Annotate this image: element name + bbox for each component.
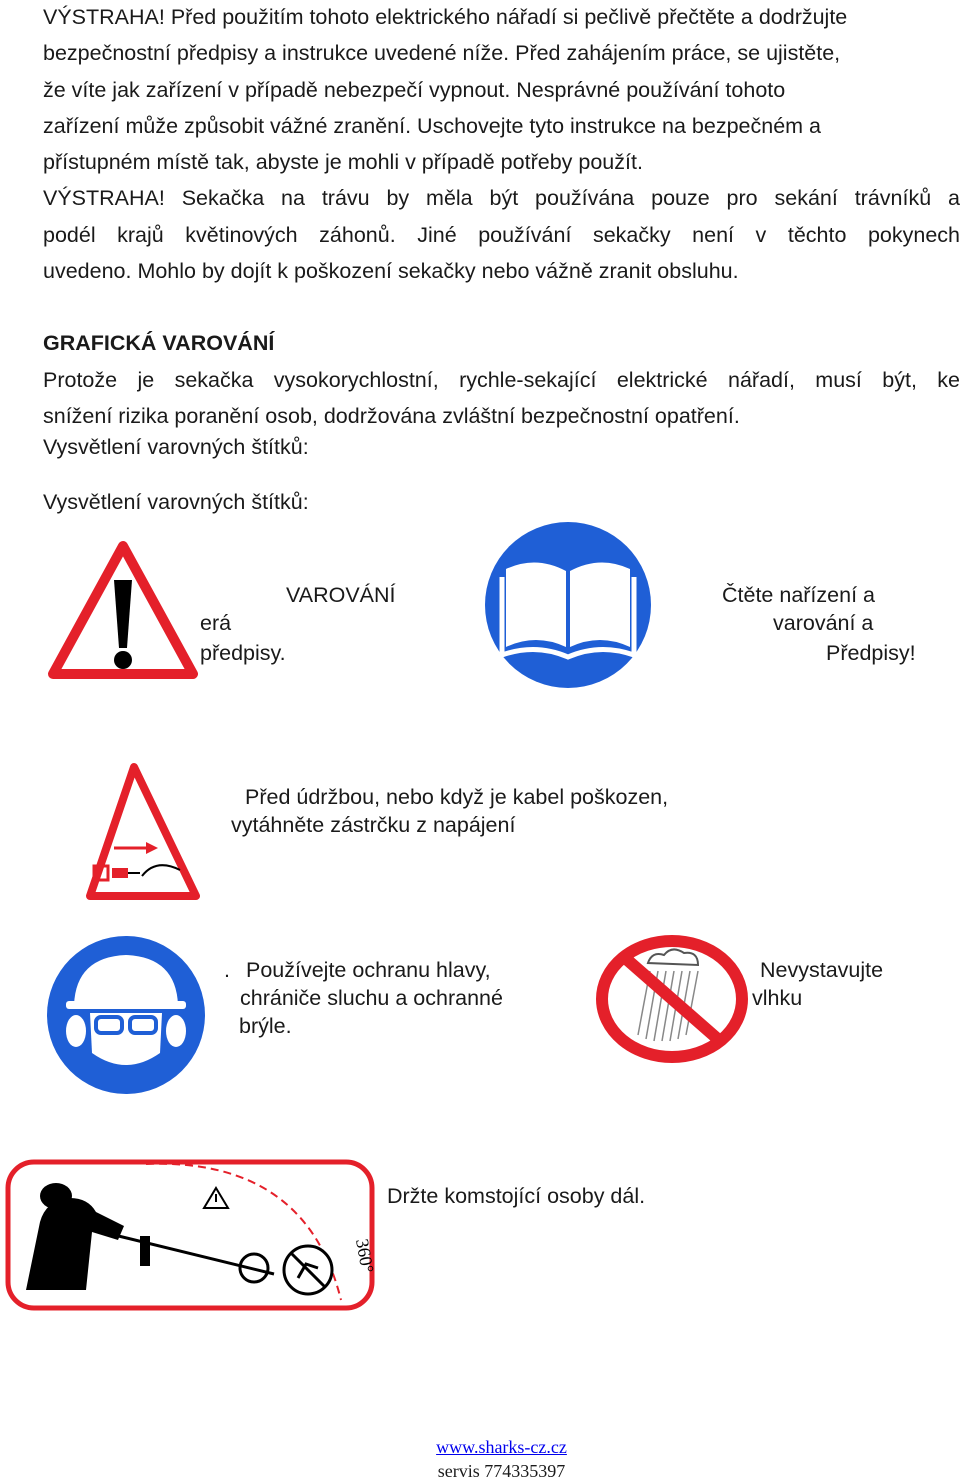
keep-bystanders-away-icon — [6, 1160, 378, 1310]
footer-service: servis 774335397 — [437, 1461, 566, 1481]
protection-prefix: . — [224, 958, 230, 982]
intro-line-1: VÝSTRAHA! Před použitím tohoto elektrického nářadí si pečlivě přečtěte a dodržujte — [43, 5, 848, 29]
footer-website[interactable] — [0, 1438, 960, 1456]
protection-line-1: Používejte ochranu hlavy, — [246, 958, 491, 982]
read-line-2: varování a — [773, 611, 874, 635]
intro-line-7: podél krajů květinových záhonů. Jiné používání sekačky není v těchto pokynech — [43, 223, 960, 247]
read-line-3: Předpisy! — [826, 641, 916, 665]
read-manual-icon — [484, 521, 652, 689]
graphic-line-1: Protože je sekačka vysokorychlostní, rychle-sekající elektrické nářadí, musí být, ke — [43, 368, 960, 392]
labels-heading: Vysvětlení varovných štítků: — [43, 490, 309, 514]
intro-line-6: VÝSTRAHA! Sekačka na trávu by měla být používána pouze pro sekání trávníků a — [43, 186, 960, 210]
head-protection-icon — [46, 935, 206, 1095]
rain-line-2: vlhku — [752, 986, 803, 1010]
warning-triangle-icon — [48, 540, 198, 680]
graphic-heading: GRAFICKÁ VAROVÁNÍ — [43, 331, 275, 355]
bystanders-text: Držte komstojící osoby dál. — [387, 1184, 646, 1208]
no-rain-icon — [592, 935, 752, 1065]
unplug-line-2: vytáhněte zástrčku z napájení — [231, 813, 516, 837]
read-line-1: Čtěte nařízení a — [722, 583, 875, 607]
angle-label: 360° — [352, 1237, 378, 1275]
intro-line-8: uvedeno. Mohlo by dojít k poškození sekačky nebo vážně zranit obsluhu. — [43, 259, 739, 283]
protection-line-2: chrániče sluchu a ochranné — [240, 986, 503, 1010]
unplug-triangle-icon — [84, 762, 200, 902]
website-link[interactable]: www.sharks-cz.cz — [436, 1437, 567, 1457]
intro-line-2: bezpečnostní předpisy a instrukce uvedené níže. Před zahájením práce, se ujistěte, — [43, 41, 841, 65]
warning-line-2: erá — [200, 611, 232, 635]
warning-line-3: předpisy. — [200, 641, 286, 665]
intro-line-5: přístupném místě tak, abyste je mohli v případě potřeby použít. — [43, 150, 643, 174]
graphic-line-3: Vysvětlení varovných štítků: — [43, 435, 309, 459]
protection-line-3: brýle. — [239, 1014, 292, 1038]
unplug-line-1: Před údržbou, nebo když je kabel poškozen, — [245, 785, 669, 809]
graphic-line-2: snížení rizika poranění osob, dodržována zvláštní bezpečnostní opatření. — [43, 404, 740, 428]
rain-line-1: Nevystavujte — [760, 958, 884, 982]
intro-line-4: zařízení může způsobit vážné zranění. Uschovejte tyto instrukce na bezpečném a — [43, 114, 821, 138]
intro-line-3: že víte jak zařízení v případě nebezpečí vypnout. Nesprávné používání tohoto — [43, 78, 786, 102]
warning-line-1: VAROVÁNÍ — [286, 583, 396, 607]
